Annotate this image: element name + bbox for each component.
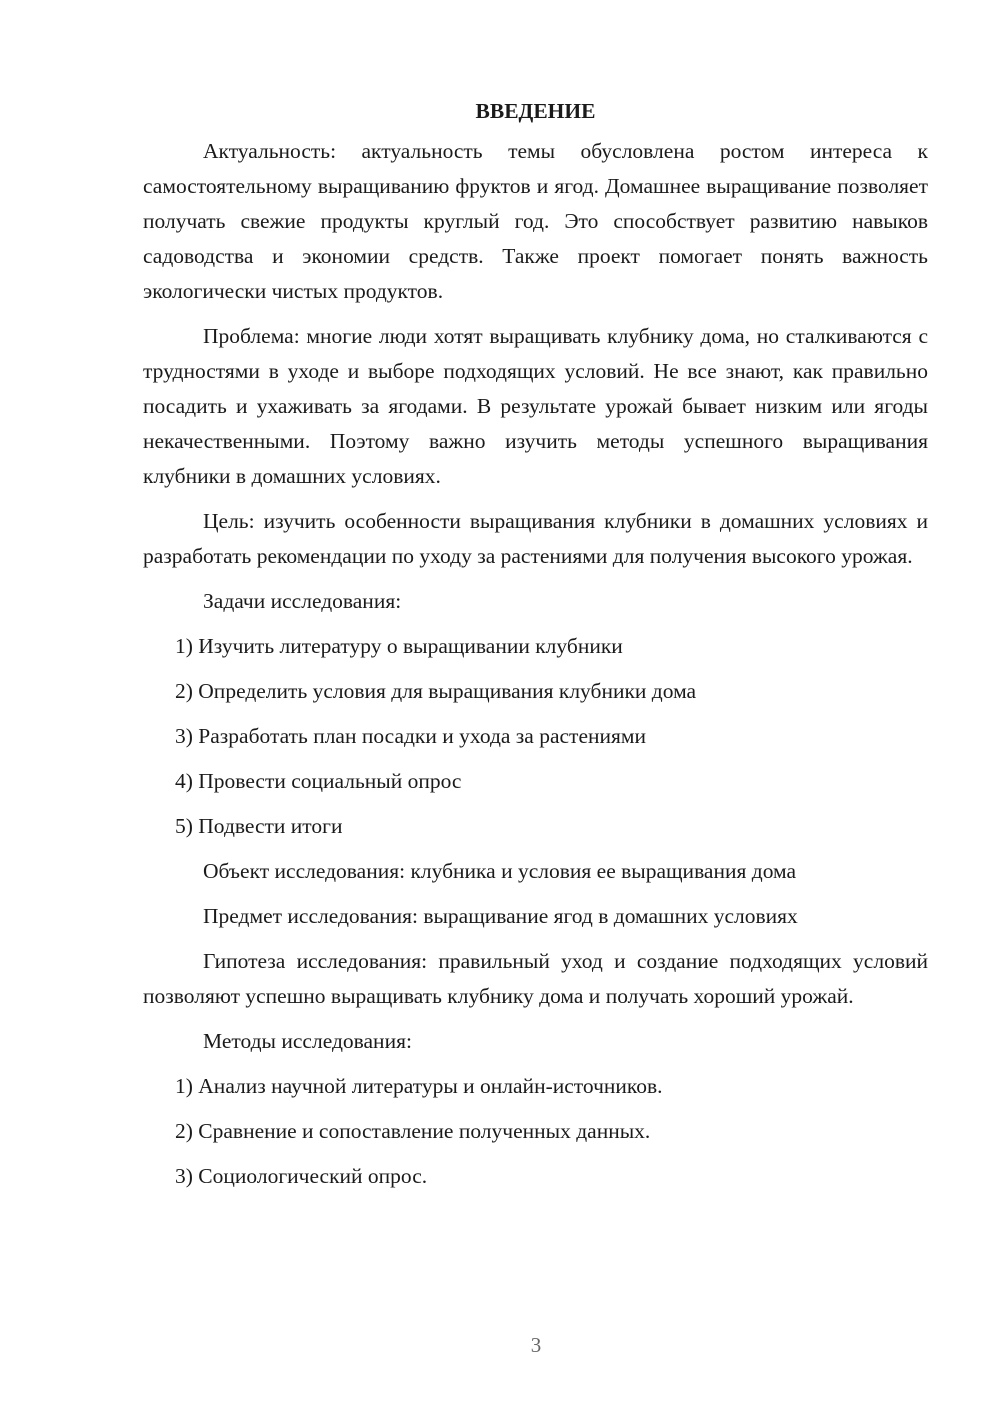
page-title: ВВЕДЕНИЕ <box>475 99 596 123</box>
method-item: 1) Анализ научной литературы и онлайн-источников. <box>175 1074 663 1098</box>
object-line: Объект исследования: клубника и условия ее выращивания дома <box>203 859 797 883</box>
tasks-heading: Задачи исследования: <box>203 589 402 613</box>
page-number: 3 <box>530 1333 542 1357</box>
methods-heading: Методы исследования: <box>203 1029 412 1053</box>
subject-line: Предмет исследования: выращивание ягод в домашних условиях <box>203 904 798 928</box>
task-item: 5) Подвести итоги <box>175 814 343 838</box>
task-item: 2) Определить условия для выращивания клубники дома <box>175 679 697 703</box>
hypothesis-paragraph: Гипотеза исследования: правильный уход и создание подходящих условий позволяют успешно выращивать клубнику дома и получать хороший урожай. <box>143 949 928 1008</box>
tasks-list <box>143 629 928 844</box>
problem-paragraph: Проблема: многие люди хотят выращивать клубнику дома, но сталкиваются с трудностями в уходе и выборе подходящих условий. Не все знают, как правильно посадить и ухаживать за ягодами. В результате урожай бывает низким или ягоды некачественными. Поэтому важно изучить методы успешного выращивания клубники в домашних условиях. <box>143 324 928 488</box>
methods-list <box>143 1069 928 1194</box>
goal-paragraph: Цель: изучить особенности выращивания клубники в домашних условиях и разработать рекомендации по уходу за растениями для получения высокого урожая. <box>143 509 928 568</box>
task-item: 1) Изучить литературу о выращивании клубники <box>175 634 623 658</box>
task-item: 3) Разработать план посадки и ухода за растениями <box>175 724 647 748</box>
task-item: 4) Провести социальный опрос <box>175 769 462 793</box>
method-item: 3) Социологический опрос. <box>175 1164 428 1188</box>
document-page <box>143 96 928 1204</box>
method-item: 2) Сравнение и сопоставление полученных данных. <box>175 1119 651 1143</box>
relevance-paragraph: Актуальность: актуальность темы обусловлена ростом интереса к самостоятельному выращиванию фруктов и ягод. Домашнее выращивание позволяет получать свежие продукты круглый год. Это способствует развитию навыков садоводства и экономии средств. Также проект помогает понять важность экологически чистых продуктов. <box>143 139 928 303</box>
